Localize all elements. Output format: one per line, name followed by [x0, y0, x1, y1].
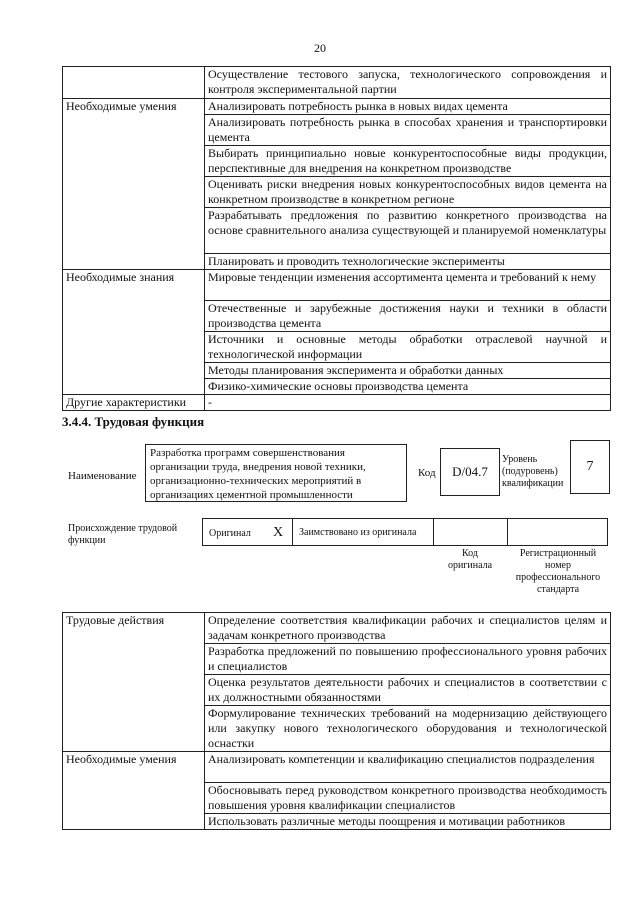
- table-cell: Определение соответствия квалификации рабочих и специалистов целям и задачам конкретного производства: [205, 613, 611, 644]
- divider: [507, 519, 508, 545]
- table-label-cell: [63, 254, 205, 270]
- divider: [433, 519, 434, 545]
- table-label-cell: [63, 146, 205, 177]
- code-label: Код: [418, 467, 436, 479]
- table-label-cell: [63, 783, 205, 814]
- table-cell: Использовать различные методы поощрения и мотивации работников: [205, 814, 611, 830]
- table-cell: -: [205, 395, 611, 411]
- table-label-cell: [63, 706, 205, 752]
- table-label-cell: [63, 301, 205, 332]
- table-cell: Разработка предложений по повышению профессионального уровня рабочих и специалистов: [205, 644, 611, 675]
- labor-actions-table: [62, 612, 611, 830]
- table-cell: Источники и основные методы обработки отраслевой научной и технологической информации: [205, 332, 611, 363]
- table-label-cell: [63, 332, 205, 363]
- origin-mark: X: [273, 525, 284, 540]
- function-name-value: Разработка программ совершенствования организации труда, внедрения новой техники, организационно-технических мероприятий в организациях цементной промышленности: [150, 447, 366, 501]
- name-label: Наименование: [68, 470, 137, 482]
- origin-borrowed: Заимствовано из оригинала: [299, 527, 417, 538]
- level-value-box: [570, 440, 610, 494]
- table-cell: Оценивать риски внедрения новых конкурентоспособных видов цемента на конкретном производстве в конкретном регионе: [205, 177, 611, 208]
- reg-caption: Регистрационный номер профессионального стандарта: [515, 548, 601, 595]
- table-label-cell: Другие характеристики: [63, 395, 205, 411]
- table-label-cell: [63, 644, 205, 675]
- table-cell: Анализировать компетенции и квалификацию специалистов подразделения: [205, 752, 611, 783]
- table-cell: Отечественные и зарубежные достижения науки и техники в области производства цемента: [205, 301, 611, 332]
- table-cell: Планировать и проводить технологические эксперименты: [205, 254, 611, 270]
- table-label-cell: [63, 208, 205, 254]
- page-number: 20: [314, 41, 326, 55]
- table-label-cell: Необходимые умения: [63, 99, 205, 115]
- origin-original: Оригинал: [209, 528, 251, 539]
- divider: [292, 519, 293, 545]
- level-label: Уровень (подуровень) квалификации: [502, 454, 564, 489]
- table-cell: Анализировать потребность рынка в способах хранения и транспортировки цемента: [205, 115, 611, 146]
- table-cell: Разрабатывать предложения по развитию конкретного производства на основе сравнительного анализа существующей и планируемой номенклатуры: [205, 208, 611, 254]
- table-cell: Выбирать принципиально новые конкурентоспособные виды продукции, перспективные для внедрения на конкретном производстве: [205, 146, 611, 177]
- origin-row: [202, 518, 608, 546]
- table-cell: Формулирование технических требований на модернизацию действующего или закупку нового технологического оборудования и технологической оснастки: [205, 706, 611, 752]
- table-cell: Оценка результатов деятельности рабочих и специалистов в соответствии с их должностными обязанностями: [205, 675, 611, 706]
- table-label-cell: [63, 115, 205, 146]
- table-label-cell: [63, 67, 205, 99]
- table-cell: Физико-химические основы производства цемента: [205, 379, 611, 395]
- table-label-cell: [63, 379, 205, 395]
- level-value: 7: [586, 459, 594, 474]
- code-value-box: [440, 448, 500, 496]
- table-label-cell: [63, 814, 205, 830]
- table-cell: Анализировать потребность рынка в новых видах цемента: [205, 99, 611, 115]
- table-label-cell: [63, 675, 205, 706]
- table-label-cell: Трудовые действия: [63, 613, 205, 644]
- table-label-cell: [63, 363, 205, 379]
- table-cell: Осуществление тестового запуска, технологического сопровождения и контроля экспериментальной партии: [205, 67, 611, 99]
- section-title: 3.4.4. Трудовая функция: [62, 414, 205, 429]
- table-label-cell: Необходимые знания: [63, 270, 205, 301]
- table-cell: Методы планирования эксперимента и обработки данных: [205, 363, 611, 379]
- table-cell: Обосновывать перед руководством конкретного производства необходимость повышения уровня квалификации специалистов: [205, 783, 611, 814]
- code-caption: Код оригинала: [447, 548, 493, 571]
- table-label-cell: [63, 177, 205, 208]
- origin-label: Происхождение трудовой функции: [68, 523, 178, 546]
- table-label-cell: Необходимые умения: [63, 752, 205, 783]
- skills-knowledge-table: [62, 66, 611, 411]
- function-name-box: [145, 444, 407, 502]
- table-cell: Мировые тенденции изменения ассортимента цемента и требований к нему: [205, 270, 611, 301]
- code-value: D/04.7: [452, 464, 488, 479]
